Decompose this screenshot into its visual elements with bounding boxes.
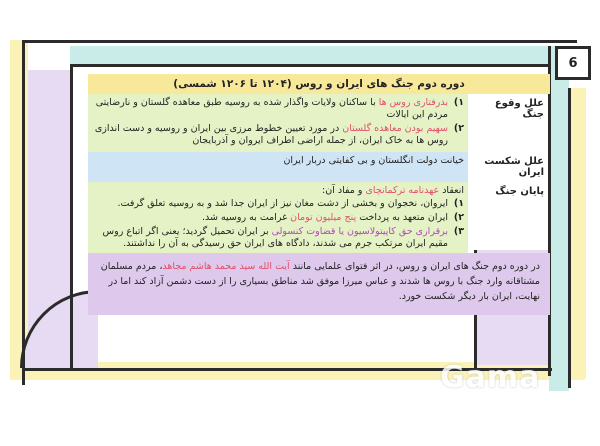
item-text — [92, 226, 448, 250]
content-table — [88, 74, 550, 249]
frame-line-inner-top — [70, 64, 550, 67]
note-highlight: آیت الله سید محمد هاشم مجاهد — [162, 261, 290, 272]
list-item — [92, 226, 464, 250]
item-text — [92, 123, 448, 147]
end-intro — [92, 185, 464, 197]
item-number: ۲) — [453, 212, 464, 223]
highlight-text: بدرفتاری روس ها — [378, 97, 448, 108]
item-text — [92, 198, 448, 210]
frame-line-top — [22, 40, 577, 43]
label-defeat: علل شکست ایران — [484, 156, 544, 178]
frame-teal-top — [70, 46, 550, 64]
item-number: ۱) — [453, 198, 464, 209]
item-post: بر ایران تحمیل گردید؛ یعنی اگر اتباع روس مقیم ایران مرتکب جرم می شدند، دادگاه های ایران حق رسیدگی به آن را نداشتند. — [102, 226, 448, 249]
defeat-text: خیانت دولت انگلستان و بی کفایتی دربار ایران — [283, 155, 464, 166]
label-end: پایان جنگ — [495, 186, 544, 197]
note-box — [88, 253, 550, 315]
item-number: ۲) — [453, 123, 464, 134]
row-defeat — [88, 152, 550, 182]
item-pre: ایروان، نخجوان و بخشی از دشت مغان نیز از ایران جدا شد و به روسیه تعلق گرفت. — [117, 198, 448, 209]
list-item — [92, 198, 464, 210]
highlight-text: پنج میلیون تومان — [290, 212, 357, 223]
page-number: 6 — [555, 46, 591, 80]
note-post: ، مردم مسلمان مشتاقانه وارد جنگ با روس ها شدند و عباس میرزا موفق شد مناطق بسیاری را از دست دشمن آزاد کند اما در نهایت، ایران بار دیگر شکست خورد. — [100, 261, 540, 302]
frame-yellow-left — [10, 40, 28, 380]
item-pre: ایران متعهد به پرداخت — [356, 212, 448, 223]
row-end — [88, 182, 550, 255]
item-rest: با ساکنان ولایات واگذار شده به روسیه طبق معاهده گلستان و نارضایتی مردم این ایالات — [95, 97, 448, 120]
item-number: ۱) — [453, 97, 464, 108]
body-causes — [88, 94, 468, 152]
end-intro-post: و مفاد آن: — [322, 185, 366, 196]
body-defeat — [88, 152, 468, 182]
watermark-logo: Gama — [440, 360, 541, 395]
list-item — [92, 97, 464, 121]
section-title: دوره دوم جنگ های ایران و روس (۱۲۰۴ تا ۱۲۰۶ شمسی) — [88, 74, 550, 94]
item-rest: در مورد تعیین خطوط مرزی بین ایران و روسیه و دست اندازی روس ها به خاک ایران، از جمله اراضی اطراف ایروان و آذربایجان — [94, 123, 448, 146]
body-end — [88, 182, 468, 255]
label-causes: علل وقوع جنگ — [494, 98, 544, 120]
list-item — [92, 123, 464, 147]
frame-line-left — [22, 40, 25, 385]
item-text — [92, 212, 448, 224]
highlight-text: برقراری حق کاپیتولاسیون یا قضاوت کنسولی — [271, 226, 448, 237]
frame-teal-right — [549, 46, 569, 391]
item-post: غرامت به روسیه شد. — [201, 212, 291, 223]
end-intro-pre: انعقاد — [439, 185, 464, 196]
frame-line-far-right — [568, 88, 571, 388]
row-causes — [88, 94, 550, 152]
list-item — [92, 212, 464, 224]
frame-line-inner-left — [70, 64, 73, 369]
highlight-text: عهدنامه ترکمانچای — [365, 185, 440, 196]
note-pre: در دوره دوم جنگ های ایران و روس، در اثر فتوای علمایی مانند — [289, 261, 540, 272]
item-text — [92, 97, 448, 121]
item-number: ۳) — [453, 226, 464, 237]
highlight-text: سهیم بودن معاهده گلستان — [342, 123, 448, 134]
